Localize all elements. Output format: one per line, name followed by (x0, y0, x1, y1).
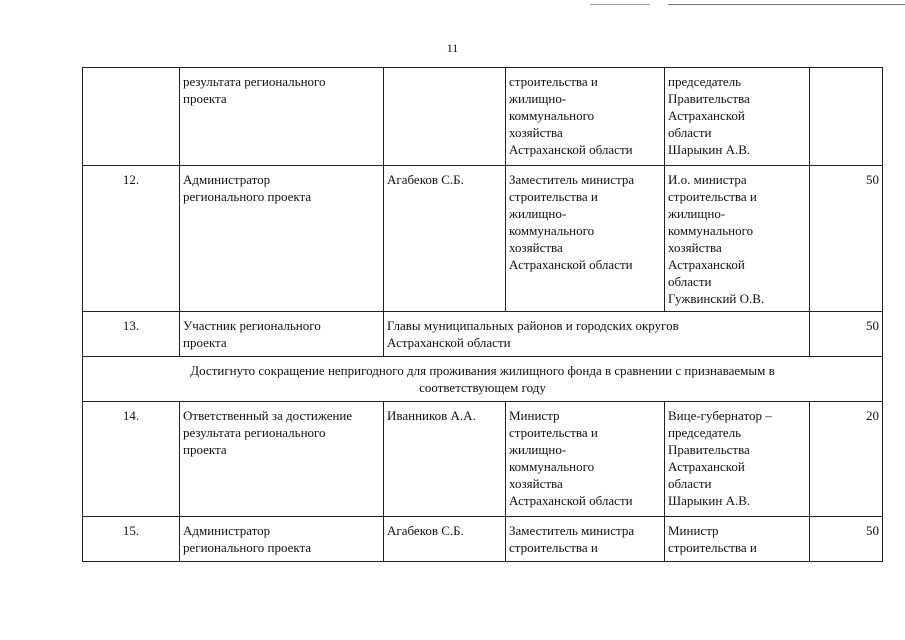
position-line: Астраханской области (509, 493, 633, 508)
supervisor-line: строительства и (668, 540, 757, 555)
supervisor-line: области (668, 125, 712, 140)
position-line: строительства и (509, 540, 598, 555)
position-line: строительства и (509, 425, 598, 440)
name-line: Иванников А.А. (387, 408, 476, 423)
merged-line: Астраханской области (387, 335, 511, 350)
percent-cell (810, 68, 883, 166)
name-cell (384, 68, 506, 166)
supervisor-line: Шарыкин А.В. (668, 142, 751, 157)
position-line: Министр (509, 408, 560, 423)
table-row (83, 517, 883, 562)
responsibility-table (82, 67, 883, 562)
role-line: проекта (183, 335, 227, 350)
name-line: Агабеков С.Б. (387, 523, 464, 538)
position-line: жилищно- (509, 442, 567, 457)
row-number-cell: 14. (83, 402, 180, 517)
supervisor-line: Астраханской (668, 257, 745, 272)
percent-cell: 50 (810, 517, 883, 562)
role-line: Участник регионального (183, 318, 321, 333)
supervisor-cell (665, 166, 810, 312)
section-line: Достигнуто сокращение непригодного для проживания жилищного фонда в сравнении с признаваемым в (190, 363, 775, 378)
position-cell (506, 68, 665, 166)
position-line: коммунального (509, 459, 595, 474)
supervisor-cell (665, 68, 810, 166)
section-row (83, 357, 883, 402)
supervisor-line: Правительства (668, 442, 750, 457)
percent-cell: 50 (810, 166, 883, 312)
role-line: регионального проекта (183, 189, 312, 204)
section-line: соответствующем году (419, 380, 546, 395)
scan-top-mark-2 (668, 4, 905, 5)
row-number-cell: 13. (83, 312, 180, 357)
supervisor-line: Шарыкин А.В. (668, 493, 751, 508)
role-cell (180, 166, 384, 312)
page-number: 11 (446, 41, 459, 55)
name-cell (384, 402, 506, 517)
supervisor-line: И.о. министра (668, 172, 747, 187)
row-number-cell: 12. (83, 166, 180, 312)
position-cell (506, 166, 665, 312)
position-line: Заместитель министра (509, 523, 635, 538)
role-cell (180, 312, 384, 357)
role-line: Администратор (183, 523, 271, 538)
position-cell (506, 517, 665, 562)
table-row (83, 402, 883, 517)
supervisor-line: Министр (668, 523, 719, 538)
role-line: проекта (183, 442, 227, 457)
name-cell (384, 166, 506, 312)
role-line: результата регионального (183, 425, 326, 440)
position-line: коммунального (509, 108, 595, 123)
supervisor-line: председатель (668, 74, 742, 89)
supervisor-line: Правительства (668, 91, 750, 106)
position-line: жилищно- (509, 206, 567, 221)
position-line: строительства и (509, 74, 598, 89)
supervisor-line: жилищно- (668, 206, 726, 221)
section-header-cell (83, 357, 883, 402)
scan-top-mark-1 (590, 4, 650, 5)
position-line: коммунального (509, 223, 595, 238)
role-cell (180, 402, 384, 517)
name-line: Агабеков С.Б. (387, 172, 464, 187)
row-number-cell: 15. (83, 517, 180, 562)
position-cell (506, 402, 665, 517)
table-row (83, 68, 883, 166)
role-line: Администратор (183, 172, 271, 187)
supervisor-line: области (668, 274, 712, 289)
position-line: хозяйства (509, 240, 563, 255)
supervisor-line: коммунального (668, 223, 754, 238)
merged-participant-cell (384, 312, 810, 357)
position-line: Астраханской области (509, 257, 633, 272)
supervisor-line: области (668, 476, 712, 491)
table-row (83, 312, 883, 357)
supervisor-cell (665, 402, 810, 517)
position-line: Астраханской области (509, 142, 633, 157)
supervisor-line: хозяйства (668, 240, 722, 255)
supervisor-line: Гужвинский О.В. (668, 291, 765, 306)
supervisor-line: Вице-губернатор – (668, 408, 772, 423)
position-line: строительства и (509, 189, 598, 204)
row-number-cell (83, 68, 180, 166)
table-row (83, 166, 883, 312)
role-line: Ответственный за достижение (183, 408, 353, 423)
percent-cell: 20 (810, 402, 883, 517)
supervisor-line: строительства и (668, 189, 757, 204)
position-line: хозяйства (509, 476, 563, 491)
supervisor-line: Астраханской (668, 459, 745, 474)
position-line: жилищно- (509, 91, 567, 106)
role-line: результата регионального (183, 74, 326, 89)
merged-line: Главы муниципальных районов и городских округов (387, 318, 679, 333)
role-cell (180, 68, 384, 166)
supervisor-line: председатель (668, 425, 742, 440)
supervisor-line: Астраханской (668, 108, 745, 123)
percent-cell: 50 (810, 312, 883, 357)
role-cell (180, 517, 384, 562)
role-line: регионального проекта (183, 540, 312, 555)
position-line: хозяйства (509, 125, 563, 140)
supervisor-cell (665, 517, 810, 562)
role-line: проекта (183, 91, 227, 106)
name-cell (384, 517, 506, 562)
position-line: Заместитель министра (509, 172, 635, 187)
